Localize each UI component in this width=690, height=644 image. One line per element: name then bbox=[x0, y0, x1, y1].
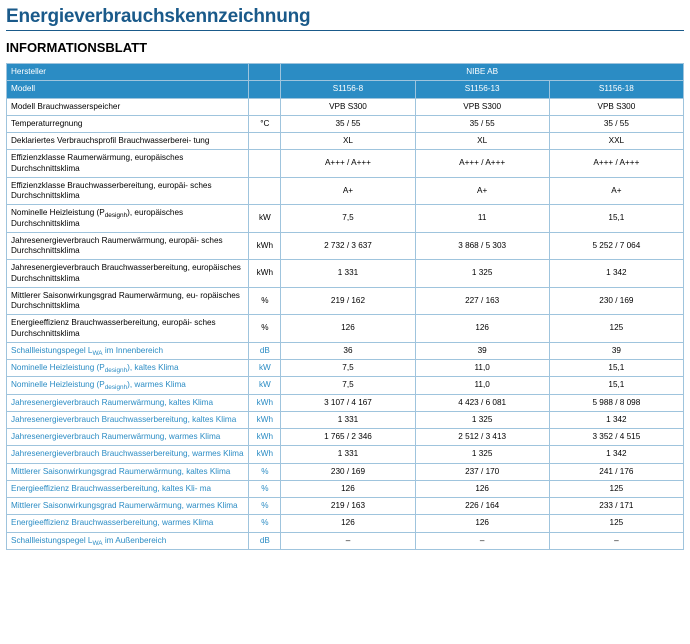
row-unit: % bbox=[249, 480, 281, 497]
row-value: 126 bbox=[415, 480, 549, 497]
row-label: Mittlerer Saisonwirkungsgrad Raumerwärmung, eu- ropäisches Durchschnittsklima bbox=[7, 287, 249, 315]
row-label: Effizienzklasse Brauchwasserbereitung, europäi- sches Durchschnittsklima bbox=[7, 177, 249, 205]
title-divider bbox=[6, 30, 684, 31]
table-row bbox=[7, 411, 684, 428]
row-value: 1 342 bbox=[549, 446, 683, 463]
row-value: 125 bbox=[549, 515, 683, 532]
row-unit: kWh bbox=[249, 232, 281, 260]
row-value: 3 868 / 5 303 bbox=[415, 232, 549, 260]
row-value: 39 bbox=[549, 342, 683, 359]
table-row bbox=[7, 133, 684, 150]
row-value: 11 bbox=[415, 205, 549, 233]
table-row bbox=[7, 205, 684, 233]
row-value: 125 bbox=[549, 315, 683, 343]
row-value: 15,1 bbox=[549, 377, 683, 394]
row-value: 126 bbox=[281, 515, 415, 532]
row-label: Jahresenergieverbrauch Raumerwärmung, warmes Klima bbox=[7, 429, 249, 446]
row-value: 1 325 bbox=[415, 411, 549, 428]
row-value: 7,5 bbox=[281, 360, 415, 377]
row-value: A+++ / A+++ bbox=[549, 150, 683, 178]
header-model-3: S1156-18 bbox=[549, 81, 683, 98]
table-row bbox=[7, 260, 684, 288]
row-unit: kWh bbox=[249, 394, 281, 411]
row-unit: % bbox=[249, 498, 281, 515]
row-value: 7,5 bbox=[281, 377, 415, 394]
table-row bbox=[7, 177, 684, 205]
row-value: 1 325 bbox=[415, 260, 549, 288]
table-row bbox=[7, 232, 684, 260]
row-value: 11,0 bbox=[415, 377, 549, 394]
row-label: Nominelle Heizleistung $(P_{designh})$, kaltes Klima bbox=[7, 360, 249, 377]
row-label: Schallleistungspegel $L_{WA}$ im Außenbereich bbox=[7, 532, 249, 549]
row-value: 126 bbox=[415, 315, 549, 343]
table-row bbox=[7, 498, 684, 515]
table-row bbox=[7, 342, 684, 359]
table-row bbox=[7, 463, 684, 480]
row-value: 227 / 163 bbox=[415, 287, 549, 315]
row-value: 35 / 55 bbox=[281, 115, 415, 132]
row-value: 1 331 bbox=[281, 260, 415, 288]
row-label: Energieeffizienz Brauchwasserbereitung, warmes Klima bbox=[7, 515, 249, 532]
row-label: Jahresenergieverbrauch Raumerwärmung, europäi- sches Durchschnittsklima bbox=[7, 232, 249, 260]
row-value: 36 bbox=[281, 342, 415, 359]
row-unit: kWh bbox=[249, 260, 281, 288]
row-value: 1 325 bbox=[415, 446, 549, 463]
row-value: VPB S300 bbox=[415, 98, 549, 115]
table-row bbox=[7, 429, 684, 446]
row-value: A+ bbox=[281, 177, 415, 205]
row-value: 1 342 bbox=[549, 411, 683, 428]
header-manufacturer-unit bbox=[249, 64, 281, 81]
page-subtitle: INFORMATIONSBLATT bbox=[6, 40, 148, 55]
header-manufacturer-value: NIBE AB bbox=[281, 64, 684, 81]
row-value: 126 bbox=[281, 315, 415, 343]
row-label: Jahresenergieverbrauch Brauchwasserbereitung, europäisches Durchschnittsklima bbox=[7, 260, 249, 288]
row-value: A+ bbox=[549, 177, 683, 205]
row-unit bbox=[249, 133, 281, 150]
row-value: 5 252 / 7 064 bbox=[549, 232, 683, 260]
page-title: Energieverbrauchskennzeichnung bbox=[6, 6, 311, 27]
row-value: 35 / 55 bbox=[415, 115, 549, 132]
row-value: 233 / 171 bbox=[549, 498, 683, 515]
row-value: 2 512 / 3 413 bbox=[415, 429, 549, 446]
row-value: – bbox=[549, 532, 683, 549]
row-value: A+++ / A+++ bbox=[281, 150, 415, 178]
row-label: Mittlerer Saisonwirkungsgrad Raumerwärmung, kaltes Klima bbox=[7, 463, 249, 480]
row-unit: % bbox=[249, 463, 281, 480]
row-label: Nominelle Heizleistung $(P_{designh})$, europäisches Durchschnittsklima bbox=[7, 205, 249, 233]
row-unit: kW bbox=[249, 205, 281, 233]
row-value: 39 bbox=[415, 342, 549, 359]
row-label: Energieeffizienz Brauchwasserbereitung, europäi- sches Durchschnittsklima bbox=[7, 315, 249, 343]
table-row bbox=[7, 315, 684, 343]
row-label: Mittlerer Saisonwirkungsgrad Raumerwärmung, warmes Klima bbox=[7, 498, 249, 515]
row-value: 1 765 / 2 346 bbox=[281, 429, 415, 446]
row-value: 3 352 / 4 515 bbox=[549, 429, 683, 446]
table-row bbox=[7, 377, 684, 394]
header-model-label: Modell bbox=[7, 81, 249, 98]
row-label: Effizienzklasse Raumerwärmung, europäisches Durchschnittsklima bbox=[7, 150, 249, 178]
row-unit: kW bbox=[249, 377, 281, 394]
row-value: 126 bbox=[281, 480, 415, 497]
row-label: Jahresenergieverbrauch Raumerwärmung, kaltes Klima bbox=[7, 394, 249, 411]
row-value: XXL bbox=[549, 133, 683, 150]
row-unit: kWh bbox=[249, 429, 281, 446]
row-unit: dB bbox=[249, 532, 281, 549]
row-value: 219 / 162 bbox=[281, 287, 415, 315]
row-unit: % bbox=[249, 515, 281, 532]
row-label: Deklariertes Verbrauchsprofil Brauchwasserberei- tung bbox=[7, 133, 249, 150]
row-value: 125 bbox=[549, 480, 683, 497]
row-value: 15,1 bbox=[549, 205, 683, 233]
table-row bbox=[7, 532, 684, 549]
datasheet-page bbox=[0, 6, 690, 550]
row-label: Jahresenergieverbrauch Brauchwasserbereitung, warmes Klima bbox=[7, 446, 249, 463]
table-header-model bbox=[7, 81, 684, 98]
row-value: 3 107 / 4 167 bbox=[281, 394, 415, 411]
header-model-unit bbox=[249, 81, 281, 98]
row-value: 226 / 164 bbox=[415, 498, 549, 515]
header-model-2: S1156-13 bbox=[415, 81, 549, 98]
row-value: – bbox=[415, 532, 549, 549]
table-row bbox=[7, 515, 684, 532]
row-value: 126 bbox=[415, 515, 549, 532]
row-value: VPB S300 bbox=[549, 98, 683, 115]
row-label: Energieeffizienz Brauchwasserbereitung, kaltes Kli- ma bbox=[7, 480, 249, 497]
row-unit: kWh bbox=[249, 446, 281, 463]
row-label: Temperaturregnung bbox=[7, 115, 249, 132]
row-label: Schallleistungspegel $L_{WA}$ im Innenbereich bbox=[7, 342, 249, 359]
row-value: 219 / 163 bbox=[281, 498, 415, 515]
row-value: 230 / 169 bbox=[281, 463, 415, 480]
row-value: A+ bbox=[415, 177, 549, 205]
row-unit bbox=[249, 150, 281, 178]
row-unit: kW bbox=[249, 360, 281, 377]
row-value: 15,1 bbox=[549, 360, 683, 377]
table-row bbox=[7, 480, 684, 497]
header-model-1: S1156-8 bbox=[281, 81, 415, 98]
row-value: XL bbox=[281, 133, 415, 150]
row-value: 2 732 / 3 637 bbox=[281, 232, 415, 260]
row-value: 35 / 55 bbox=[549, 115, 683, 132]
row-unit: % bbox=[249, 287, 281, 315]
row-value: 241 / 176 bbox=[549, 463, 683, 480]
row-unit bbox=[249, 98, 281, 115]
row-value: 230 / 169 bbox=[549, 287, 683, 315]
row-unit bbox=[249, 177, 281, 205]
row-unit: dB bbox=[249, 342, 281, 359]
table-header-manufacturer bbox=[7, 64, 684, 81]
row-value: VPB S300 bbox=[281, 98, 415, 115]
table-row bbox=[7, 394, 684, 411]
row-value: A+++ / A+++ bbox=[415, 150, 549, 178]
row-value: 11,0 bbox=[415, 360, 549, 377]
row-value: 4 423 / 6 081 bbox=[415, 394, 549, 411]
row-label: Nominelle Heizleistung $(P_{designh})$, warmes Klima bbox=[7, 377, 249, 394]
table-row bbox=[7, 446, 684, 463]
specification-table bbox=[6, 63, 684, 550]
table-row bbox=[7, 98, 684, 115]
row-unit: % bbox=[249, 315, 281, 343]
table-row bbox=[7, 115, 684, 132]
row-label: Jahresenergieverbrauch Brauchwasserbereitung, kaltes Klima bbox=[7, 411, 249, 428]
row-value: 1 331 bbox=[281, 411, 415, 428]
row-value: – bbox=[281, 532, 415, 549]
row-unit: °C bbox=[249, 115, 281, 132]
row-value: 1 331 bbox=[281, 446, 415, 463]
row-label: Modell Brauchwasserspeicher bbox=[7, 98, 249, 115]
table-row bbox=[7, 150, 684, 178]
row-value: 1 342 bbox=[549, 260, 683, 288]
table-body bbox=[7, 64, 684, 550]
table-row bbox=[7, 287, 684, 315]
row-value: 237 / 170 bbox=[415, 463, 549, 480]
table-row bbox=[7, 360, 684, 377]
row-unit: kWh bbox=[249, 411, 281, 428]
row-value: 5 988 / 8 098 bbox=[549, 394, 683, 411]
row-value: XL bbox=[415, 133, 549, 150]
header-manufacturer-label: Hersteller bbox=[7, 64, 249, 81]
row-value: 7,5 bbox=[281, 205, 415, 233]
